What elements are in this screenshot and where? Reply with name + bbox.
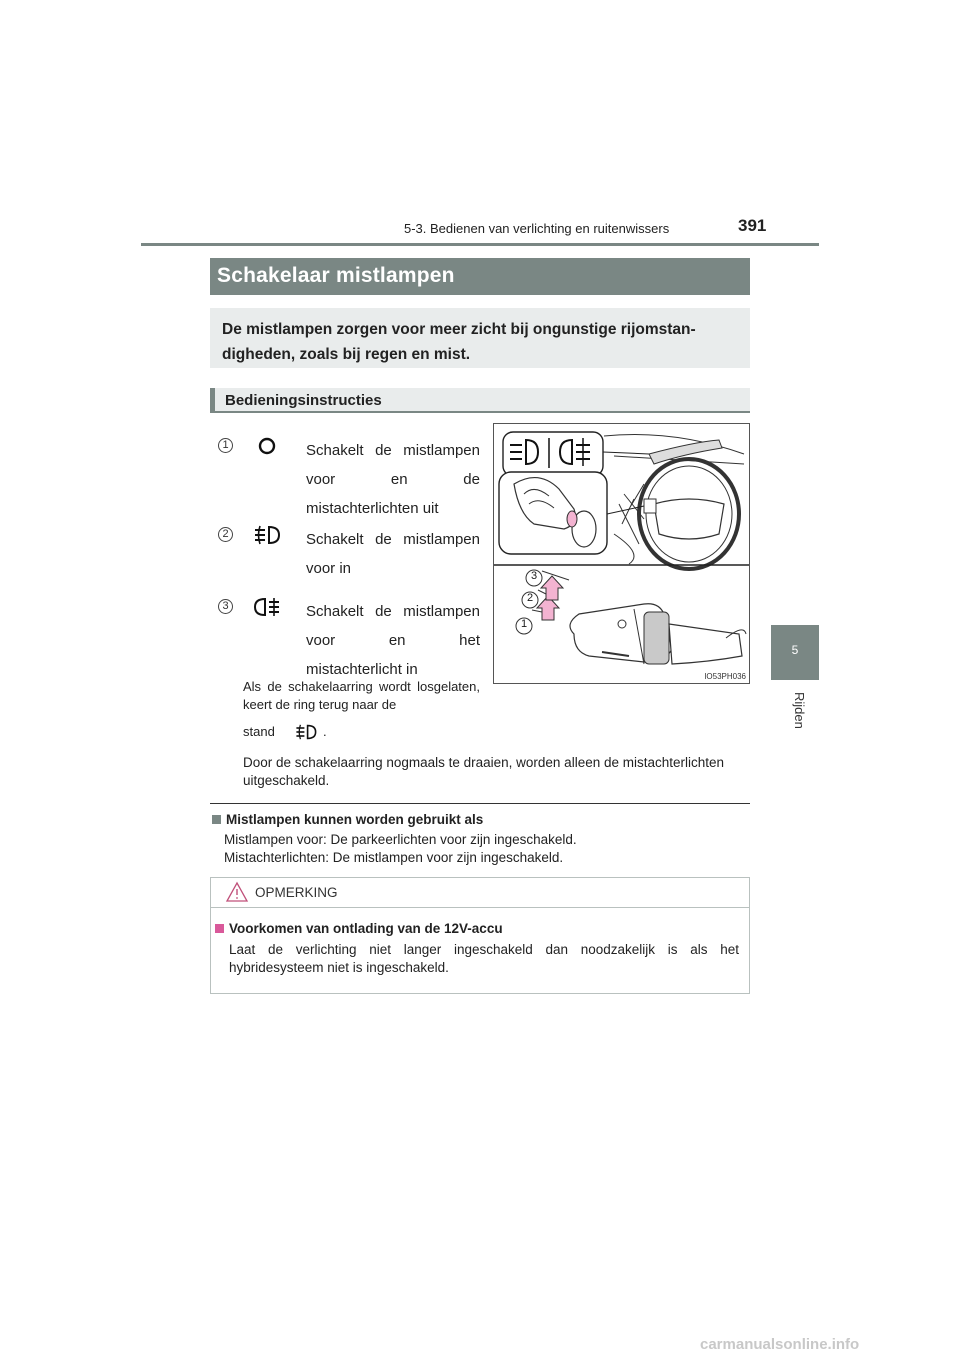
figure-code: IO53PH036 — [704, 672, 746, 681]
note-stand: stand — [243, 724, 275, 739]
caution-label: OPMERKING — [255, 885, 338, 900]
subheading: Bedieningsinstructies — [210, 388, 750, 413]
caution-header — [211, 878, 749, 908]
fog-off-icon — [252, 434, 282, 458]
conditions-line-2: Mistachterlichten: De mistlampen voor zijn ingeschakeld. — [224, 850, 564, 865]
step-number: 1 — [218, 438, 233, 453]
conditions-line-1: Mistlampen voor: De parkeerlichten voor zijn ingeschakeld. — [224, 832, 577, 847]
step-3 — [218, 597, 480, 677]
header-rule — [141, 243, 819, 246]
step-2 — [218, 525, 480, 585]
front-fog-icon — [252, 523, 282, 547]
step-number: 2 — [218, 527, 233, 542]
chapter-tab: 5 — [771, 625, 819, 680]
chapter-label: Rijden — [792, 692, 807, 729]
illustration-drawing — [494, 424, 750, 684]
note-turn: Door de schakelaarring nogmaals te draaien, worden alleen de mistachterlichten uitgeschakeld. — [243, 755, 725, 788]
caution-box — [210, 877, 750, 994]
intro-line-2: digheden, zoals bij regen en mist. — [222, 346, 471, 363]
section-title: 5-3. Bedienen van verlichting en ruitenwissers — [404, 221, 670, 236]
step-text: Schakelt de mistlampen voor in — [306, 531, 480, 577]
caution-text: Laat de verlichting niet langer ingeschakeld dan noodzakelijk is als het hybridesysteem niet is ingeschakeld. — [229, 942, 739, 975]
front-fog-icon — [294, 722, 318, 742]
page-number: 391 — [738, 216, 767, 235]
section-divider — [210, 803, 750, 804]
figure-callout-3: 3 — [530, 570, 538, 582]
note-stand-end: . — [323, 724, 327, 739]
figure-callout-2: 2 — [526, 592, 534, 604]
watermark: carmanualsonline.info — [700, 1336, 860, 1353]
bullet-square-icon — [215, 924, 224, 933]
intro-line-1: De mistlampen zorgen voor meer zicht bij ongunstige rijomstan- — [222, 321, 696, 338]
caution-title: Voorkomen van ontlading van de 12V-accu — [229, 921, 503, 936]
step-1 — [218, 436, 480, 516]
warning-triangle-icon — [225, 881, 249, 903]
figure-callout-1: 1 — [520, 618, 528, 630]
conditions-heading — [212, 812, 483, 827]
caution-heading — [215, 921, 503, 936]
step-text: Schakelt de mistlampen voor en de mistachterlichten uit — [306, 442, 480, 517]
intro-box — [210, 308, 750, 368]
step-text: Schakelt de mistlampen voor en het mistachterlicht in — [306, 603, 480, 678]
note-release: Als de schakelaarring wordt losgelaten, keert de ring terug naar de — [243, 679, 480, 712]
page-title: Schakelaar mistlampen — [210, 258, 750, 295]
conditions-title: Mistlampen kunnen worden gebruikt als — [226, 812, 484, 827]
rear-fog-icon — [252, 595, 282, 619]
bullet-square-icon — [212, 815, 221, 824]
step-number: 3 — [218, 599, 233, 614]
fog-switch-illustration — [493, 423, 750, 684]
